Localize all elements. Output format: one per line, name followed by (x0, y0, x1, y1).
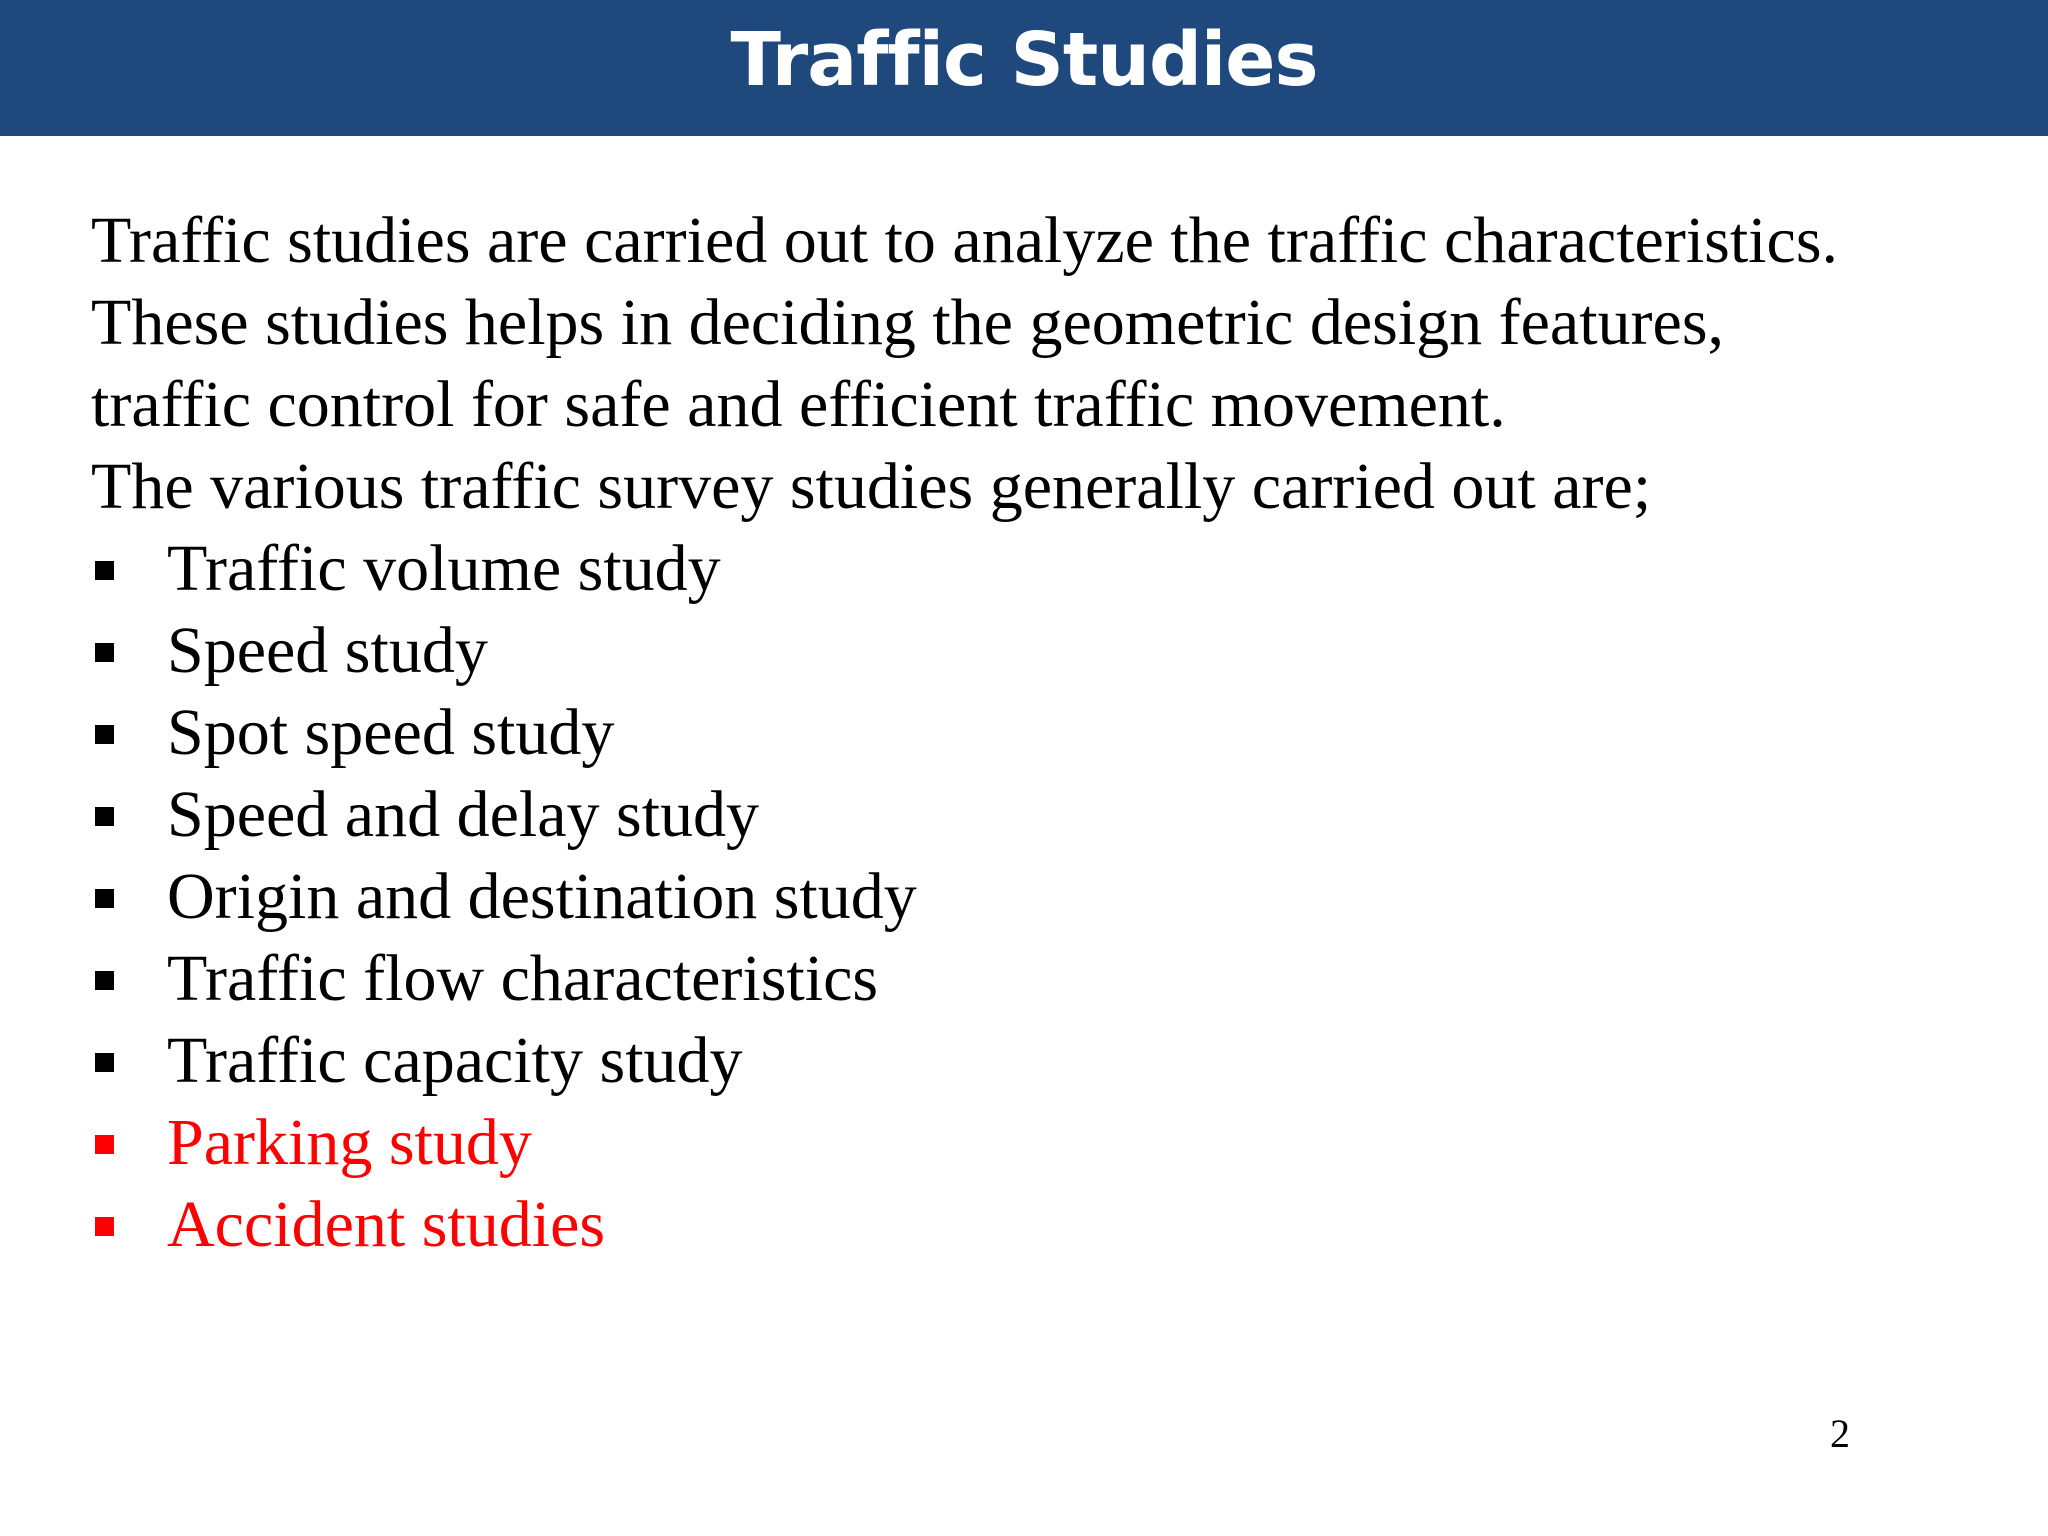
page-number: 2 (1830, 1411, 1850, 1456)
title-bar (0, 0, 2048, 136)
list-item-highlighted (91, 1184, 1991, 1266)
study-list (91, 528, 1991, 1266)
square-bullet-icon (95, 561, 114, 580)
list-item (91, 774, 1991, 856)
list-item-highlighted (91, 1102, 1991, 1184)
slide-title: Traffic Studies (730, 17, 1318, 103)
list-item-label: Origin and destination study (167, 860, 917, 933)
square-bullet-icon (95, 1135, 114, 1154)
list-item-label: Traffic capacity study (167, 1024, 743, 1097)
square-bullet-icon (95, 807, 114, 826)
list-item-label: Spot speed study (167, 696, 615, 769)
list-item (91, 610, 1991, 692)
square-bullet-icon (95, 725, 114, 744)
square-bullet-icon (95, 1217, 114, 1236)
square-bullet-icon (95, 1053, 114, 1072)
intro-line: Traffic studies are carried out to analyze the traffic characteristics. (91, 204, 1839, 277)
list-item-label: Traffic volume study (167, 532, 721, 605)
slide-body (91, 200, 1991, 1266)
intro-line: traffic control for safe and efficient traffic movement. (91, 368, 1506, 441)
list-item-label: Accident studies (167, 1188, 606, 1261)
intro-line: The various traffic survey studies generally carried out are; (91, 450, 1652, 523)
square-bullet-icon (95, 889, 114, 908)
list-item-label: Parking study (167, 1106, 532, 1179)
list-item (91, 528, 1991, 610)
list-item-label: Speed study (167, 614, 488, 687)
list-item (91, 856, 1991, 938)
intro-line: These studies helps in deciding the geometric design features, (91, 286, 1725, 359)
square-bullet-icon (95, 643, 114, 662)
list-item (91, 1020, 1991, 1102)
list-item-label: Traffic flow characteristics (167, 942, 879, 1015)
square-bullet-icon (95, 971, 114, 990)
list-item (91, 692, 1991, 774)
list-item (91, 938, 1991, 1020)
list-item-label: Speed and delay study (167, 778, 760, 851)
